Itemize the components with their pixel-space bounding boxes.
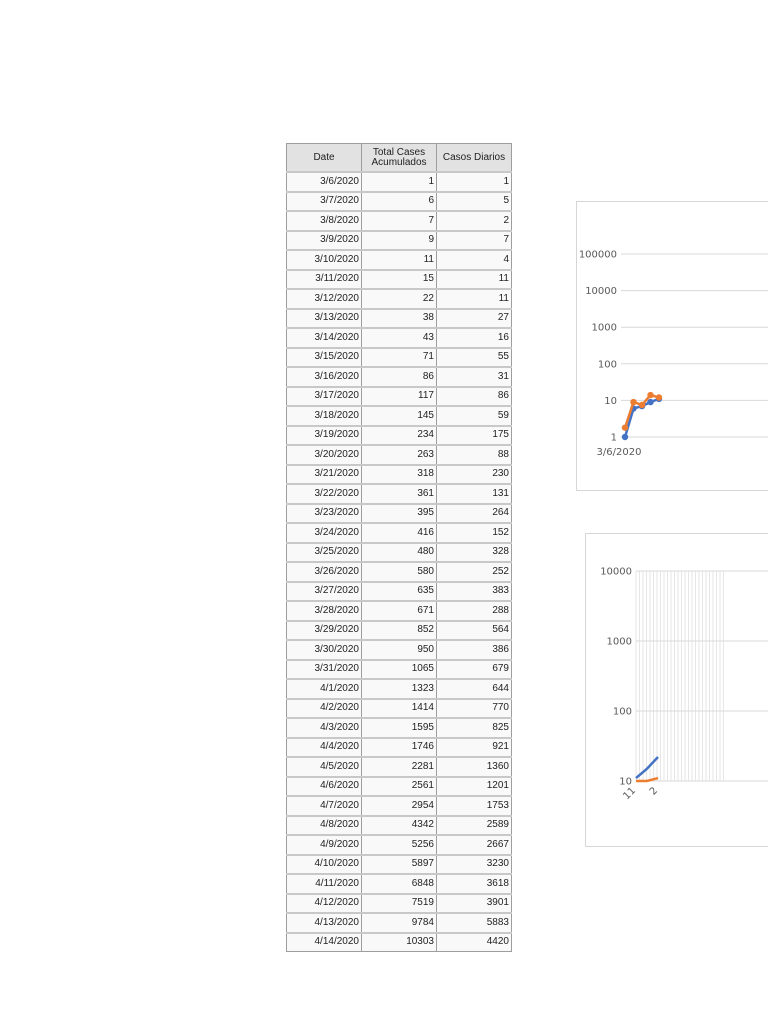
cell-total-cases: 6848 — [362, 874, 437, 894]
cell-daily-cases: 11 — [437, 270, 512, 290]
cell-daily-cases: 152 — [437, 523, 512, 543]
series-point — [647, 392, 653, 398]
chart-daily-log[interactable] — [585, 533, 768, 847]
cell-total-cases: 71 — [362, 348, 437, 368]
cell-daily-cases: 264 — [437, 504, 512, 524]
cell-date: 4/3/2020 — [287, 718, 362, 738]
cell-total-cases: 635 — [362, 582, 437, 602]
cell-date: 4/1/2020 — [287, 679, 362, 699]
y-tick-label: 1000 — [606, 636, 632, 648]
y-tick-label: 100 — [597, 359, 617, 371]
cell-total-cases: 234 — [362, 426, 437, 446]
cell-daily-cases: 5 — [437, 192, 512, 212]
cell-date: 3/27/2020 — [287, 582, 362, 602]
cell-date: 3/28/2020 — [287, 601, 362, 621]
table-row — [287, 874, 512, 894]
cell-daily-cases: 2667 — [437, 835, 512, 855]
cell-daily-cases: 328 — [437, 543, 512, 563]
cell-total-cases: 2954 — [362, 796, 437, 816]
y-tick-label: 100000 — [578, 249, 617, 261]
cell-daily-cases: 59 — [437, 406, 512, 426]
header-daily-cases: Casos Diarios — [437, 144, 512, 173]
cell-total-cases: 5256 — [362, 835, 437, 855]
cell-daily-cases: 252 — [437, 562, 512, 582]
series-point — [647, 399, 653, 405]
table-row — [287, 172, 512, 192]
cell-daily-cases: 88 — [437, 445, 512, 465]
table-row — [287, 328, 512, 348]
table-row — [287, 250, 512, 270]
cell-daily-cases: 1 — [437, 172, 512, 192]
cell-date: 3/26/2020 — [287, 562, 362, 582]
cell-daily-cases: 4420 — [437, 933, 512, 952]
table-row — [287, 367, 512, 387]
cell-total-cases: 1746 — [362, 738, 437, 758]
cell-daily-cases: 921 — [437, 738, 512, 758]
y-tick-label: 10 — [619, 776, 632, 788]
table-row — [287, 738, 512, 758]
chart-1-svg — [577, 202, 768, 490]
table-row — [287, 582, 512, 602]
cell-daily-cases: 5883 — [437, 913, 512, 933]
cell-date: 3/17/2020 — [287, 387, 362, 407]
cell-total-cases: 852 — [362, 621, 437, 641]
cell-total-cases: 9784 — [362, 913, 437, 933]
y-tick-label: 100 — [612, 706, 632, 718]
cell-date: 4/11/2020 — [287, 874, 362, 894]
table-header-row — [287, 144, 512, 173]
cell-total-cases: 950 — [362, 640, 437, 660]
cell-daily-cases: 288 — [437, 601, 512, 621]
cell-total-cases: 7 — [362, 211, 437, 231]
table-row — [287, 543, 512, 563]
cell-total-cases: 6 — [362, 192, 437, 212]
cell-date: 3/9/2020 — [287, 231, 362, 251]
cell-date: 4/6/2020 — [287, 777, 362, 797]
series-point — [630, 399, 636, 405]
table-row — [287, 562, 512, 582]
cell-daily-cases: 55 — [437, 348, 512, 368]
table-row — [287, 387, 512, 407]
table-row — [287, 504, 512, 524]
cell-total-cases: 395 — [362, 504, 437, 524]
cell-total-cases: 2561 — [362, 777, 437, 797]
table-row — [287, 192, 512, 212]
cell-date: 4/10/2020 — [287, 855, 362, 875]
cell-daily-cases: 2 — [437, 211, 512, 231]
table-row — [287, 465, 512, 485]
chart-2-svg — [586, 534, 768, 846]
cell-date: 3/11/2020 — [287, 270, 362, 290]
cell-total-cases: 22 — [362, 289, 437, 309]
y-tick-label: 10 — [604, 395, 617, 407]
table-row — [287, 270, 512, 290]
cell-daily-cases: 27 — [437, 309, 512, 329]
table-row — [287, 757, 512, 777]
cell-total-cases: 86 — [362, 367, 437, 387]
cell-daily-cases: 3618 — [437, 874, 512, 894]
cell-total-cases: 15 — [362, 270, 437, 290]
cell-date: 3/12/2020 — [287, 289, 362, 309]
table-row — [287, 679, 512, 699]
cell-total-cases: 4342 — [362, 816, 437, 836]
series-point — [639, 402, 645, 408]
cell-date: 3/7/2020 — [287, 192, 362, 212]
cell-daily-cases: 131 — [437, 484, 512, 504]
cell-date: 3/18/2020 — [287, 406, 362, 426]
cell-daily-cases: 3230 — [437, 855, 512, 875]
table-row — [287, 231, 512, 251]
table-row — [287, 660, 512, 680]
cell-total-cases: 2281 — [362, 757, 437, 777]
table-row — [287, 699, 512, 719]
table-row — [287, 289, 512, 309]
cell-total-cases: 43 — [362, 328, 437, 348]
cell-date: 4/4/2020 — [287, 738, 362, 758]
header-total-cases: Total Cases Acumulados — [362, 144, 437, 173]
x-tick-label: 11 — [621, 785, 639, 803]
cell-total-cases: 480 — [362, 543, 437, 563]
cell-date: 3/30/2020 — [287, 640, 362, 660]
table-row — [287, 523, 512, 543]
cell-daily-cases: 1360 — [437, 757, 512, 777]
table-row — [287, 445, 512, 465]
table-row — [287, 348, 512, 368]
cell-total-cases: 318 — [362, 465, 437, 485]
y-tick-label: 1000 — [591, 322, 617, 334]
cell-date: 3/6/2020 — [287, 172, 362, 192]
cell-total-cases: 1414 — [362, 699, 437, 719]
x-tick-label: 3/6/2020 — [596, 447, 642, 458]
table-row — [287, 211, 512, 231]
cell-date: 4/8/2020 — [287, 816, 362, 836]
cell-daily-cases: 383 — [437, 582, 512, 602]
cell-date: 4/5/2020 — [287, 757, 362, 777]
cell-date: 3/15/2020 — [287, 348, 362, 368]
cell-total-cases: 263 — [362, 445, 437, 465]
cell-daily-cases: 16 — [437, 328, 512, 348]
table-row — [287, 796, 512, 816]
cell-daily-cases: 2589 — [437, 816, 512, 836]
cell-total-cases: 5897 — [362, 855, 437, 875]
table-row — [287, 601, 512, 621]
cell-date: 3/16/2020 — [287, 367, 362, 387]
table-row — [287, 816, 512, 836]
cell-date: 3/20/2020 — [287, 445, 362, 465]
cell-total-cases: 361 — [362, 484, 437, 504]
cell-daily-cases: 1201 — [437, 777, 512, 797]
cell-date: 3/8/2020 — [287, 211, 362, 231]
header-date: Date — [287, 144, 362, 173]
y-tick-label: 10000 — [585, 286, 617, 298]
x-tick-label: 2 — [647, 785, 661, 798]
cell-daily-cases: 175 — [437, 426, 512, 446]
cell-date: 3/31/2020 — [287, 660, 362, 680]
table-row — [287, 855, 512, 875]
table-row — [287, 933, 512, 952]
table-row — [287, 835, 512, 855]
table-row — [287, 913, 512, 933]
table-row — [287, 309, 512, 329]
cell-daily-cases: 644 — [437, 679, 512, 699]
table-body — [287, 172, 512, 952]
cell-total-cases: 38 — [362, 309, 437, 329]
y-tick-label: 10000 — [600, 566, 632, 578]
table-row — [287, 777, 512, 797]
cell-date: 4/14/2020 — [287, 933, 362, 952]
cell-daily-cases: 11 — [437, 289, 512, 309]
cell-daily-cases: 679 — [437, 660, 512, 680]
table-row — [287, 894, 512, 914]
cell-total-cases: 1 — [362, 172, 437, 192]
cell-daily-cases: 31 — [437, 367, 512, 387]
cell-date: 3/29/2020 — [287, 621, 362, 641]
cell-daily-cases: 4 — [437, 250, 512, 270]
cell-date: 4/13/2020 — [287, 913, 362, 933]
cell-date: 3/13/2020 — [287, 309, 362, 329]
cell-date: 3/24/2020 — [287, 523, 362, 543]
cell-date: 4/12/2020 — [287, 894, 362, 914]
series-point — [622, 434, 628, 440]
cell-total-cases: 416 — [362, 523, 437, 543]
cell-date: 3/21/2020 — [287, 465, 362, 485]
series-point — [656, 394, 662, 400]
cell-daily-cases: 1753 — [437, 796, 512, 816]
cell-date: 3/14/2020 — [287, 328, 362, 348]
cell-total-cases: 10303 — [362, 933, 437, 952]
cell-daily-cases: 3901 — [437, 894, 512, 914]
table-row — [287, 718, 512, 738]
cell-daily-cases: 825 — [437, 718, 512, 738]
cell-daily-cases: 86 — [437, 387, 512, 407]
cell-total-cases: 117 — [362, 387, 437, 407]
cell-total-cases: 1323 — [362, 679, 437, 699]
cell-date: 3/19/2020 — [287, 426, 362, 446]
table-row — [287, 426, 512, 446]
cell-total-cases: 671 — [362, 601, 437, 621]
chart-cumulative-log[interactable] — [576, 201, 768, 491]
cell-daily-cases: 386 — [437, 640, 512, 660]
table-row — [287, 640, 512, 660]
cell-daily-cases: 770 — [437, 699, 512, 719]
data-table — [286, 143, 512, 952]
cell-date: 4/9/2020 — [287, 835, 362, 855]
cell-total-cases: 1595 — [362, 718, 437, 738]
cell-daily-cases: 564 — [437, 621, 512, 641]
cell-date: 4/7/2020 — [287, 796, 362, 816]
cell-total-cases: 9 — [362, 231, 437, 251]
cell-date: 3/25/2020 — [287, 543, 362, 563]
cell-daily-cases: 7 — [437, 231, 512, 251]
table-row — [287, 484, 512, 504]
cell-total-cases: 1065 — [362, 660, 437, 680]
cell-date: 4/2/2020 — [287, 699, 362, 719]
cell-date: 3/22/2020 — [287, 484, 362, 504]
cell-total-cases: 7519 — [362, 894, 437, 914]
y-tick-label: 1 — [610, 432, 617, 444]
cell-total-cases: 580 — [362, 562, 437, 582]
cell-date: 3/10/2020 — [287, 250, 362, 270]
table-row — [287, 406, 512, 426]
series-point — [622, 424, 628, 430]
cell-daily-cases: 230 — [437, 465, 512, 485]
cell-total-cases: 11 — [362, 250, 437, 270]
table-row — [287, 621, 512, 641]
cell-total-cases: 145 — [362, 406, 437, 426]
cell-date: 3/23/2020 — [287, 504, 362, 524]
